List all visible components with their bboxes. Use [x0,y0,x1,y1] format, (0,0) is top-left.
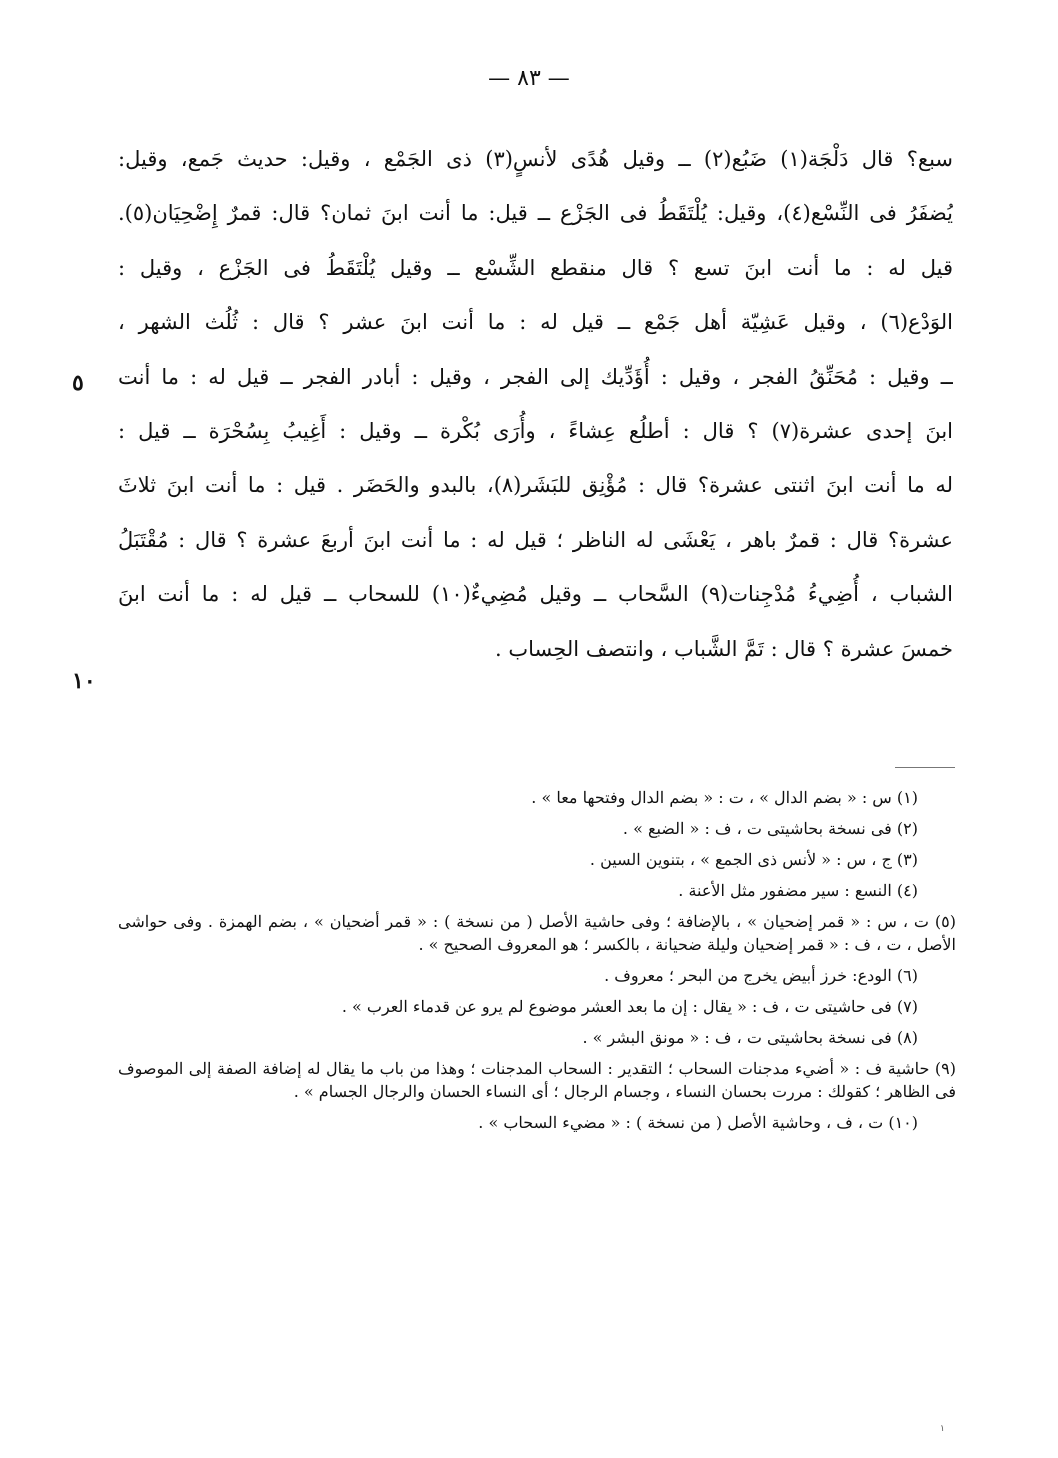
corner-mark: ١ [940,1424,945,1434]
footnote: (١٠) ت ، ف ، وحاشية الأصل ( من نسخة ) : « مضيء السحاب » . [478,1113,918,1132]
text-line: قيل له : ما أنت ابنَ تسع ؟ قال منقطع الشِّسْع ــ وقيل يُلْتَقَطُ فى الجَزْع ، وقيل : [118,255,953,280]
line-number-5: ٥ [72,370,84,396]
text-line: يُضفَرُ فى النِّسْع(٤)، وقيل: يُلْتَقَطُ فى الجَزْع ــ قيل: ما أنت ابنَ ثمان؟ قال: قمرٌ إِضْحِيَان(٥). [118,201,953,226]
text-line: له ما أنت ابنَ اثنتى عشرة؟ قال : مُؤْنِق للبَشَر(٨)، بالبدو والحَضَر . قيل : ما أنت ابنَ ثلاثَ [118,473,953,498]
footnote: (٩) حاشية ف : « أضيء مدجنات السحاب ؛ التقدير : السحاب المدجنات ؛ وهذا من باب ما يقال له إضافة الصفة إلى الموصوف فى الظاهر ؛ كقولك : مررت بحسان النساء ، وجسام الرجال ؛ أى النساء الحسان والرجال الجسام » . [118,1059,956,1101]
footnote: (١) س : « بضم الدال » ، ت : « بضم الدال وفتحها معا » . [531,788,918,807]
footnotes [118,786,957,1142]
text-line: سبع؟ قال دَلْجَة(١) ضَبُع(٢) ــ وقيل هُدًى لأنسٍ(٣) ذى الجَمْع ، وقيل: حديث جَمع، وقيل: [118,147,953,171]
text-line: عشرة؟ قال : قمرٌ باهر ، يَعْشَى له الناظر ؛ قيل له : ما أنت ابنَ أربعَ عشرة ؟ قال : مُقْتَبَلُ [118,527,953,552]
text-line: الوَدْع(٦) ، وقيل عَشِيّة أهل جَمْع ــ قيل له : ما أنت ابنَ عشر ؟ قال : ثُلُث الشهر ، [118,310,953,335]
footnote-divider [895,767,955,768]
main-text [118,132,953,676]
text-line: خمسَ عشرة ؟ قال : تَمَّ الشَّباب ، وانتصف الحِساب . [495,636,953,661]
footnote: (٤) النسع : سير مضفور مثل الأعنة . [678,881,918,900]
text-line: ابنَ إحدى عشرة(٧) ؟ قال : أطلُع عِشاءً ، وأُرَى بُكْرة ــ وقيل : أَغِيبُ بِسُحْرَة ــ قيل : [118,418,953,443]
footnote: (٣) ج ، س : « لأنس ذى الجمع » ، بتنوين السين . [589,850,918,869]
page-number: — ٨٣ — [488,66,570,91]
footnote: (٨) فى نسخة بحاشيتى ت ، ف : « مونق البشر » . [582,1028,918,1047]
footnote: (٧) فى حاشيتى ت ، ف : « يقال : إن ما بعد العشر موضوع لم يرو عن قدماء العرب » . [341,997,918,1016]
text-line: الشباب ، أُضِيءُ مُدْجِنات(٩) السَّحاب ــ وقيل مُضِيءٌ(١٠) للسحاب ــ قيل له : ما أنت ابنَ [118,582,953,607]
text-line: ــ وقيل : مُحَنِّقُ الفجر ، وقيل : أُؤَدِّيك إلى الفجر ، وقيل : أبادر الفجر ــ قيل له : ما أنت [118,364,953,389]
footnote: (٥) ت ، س : « قمر إضحيان » ، بالإضافة ؛ وفى حاشية الأصل ( من نسخة ) : « قمر أضحيان » ، بضم الهمزة . وفى حواشى الأصل ، ت ، ف : « قمر إضحيان وليلة ضحيانة ، بالكسر ؛ هو المعروف الصحيح » . [118,912,957,954]
footnote: (٦) الودع: خرز أبيض يخرج من البحر ؛ معروف . [604,966,918,985]
footnote: (٢) فى نسخة بحاشيتى ت ، ف : « الضبع » . [622,819,918,838]
line-number-10: ١٠ [72,668,96,694]
